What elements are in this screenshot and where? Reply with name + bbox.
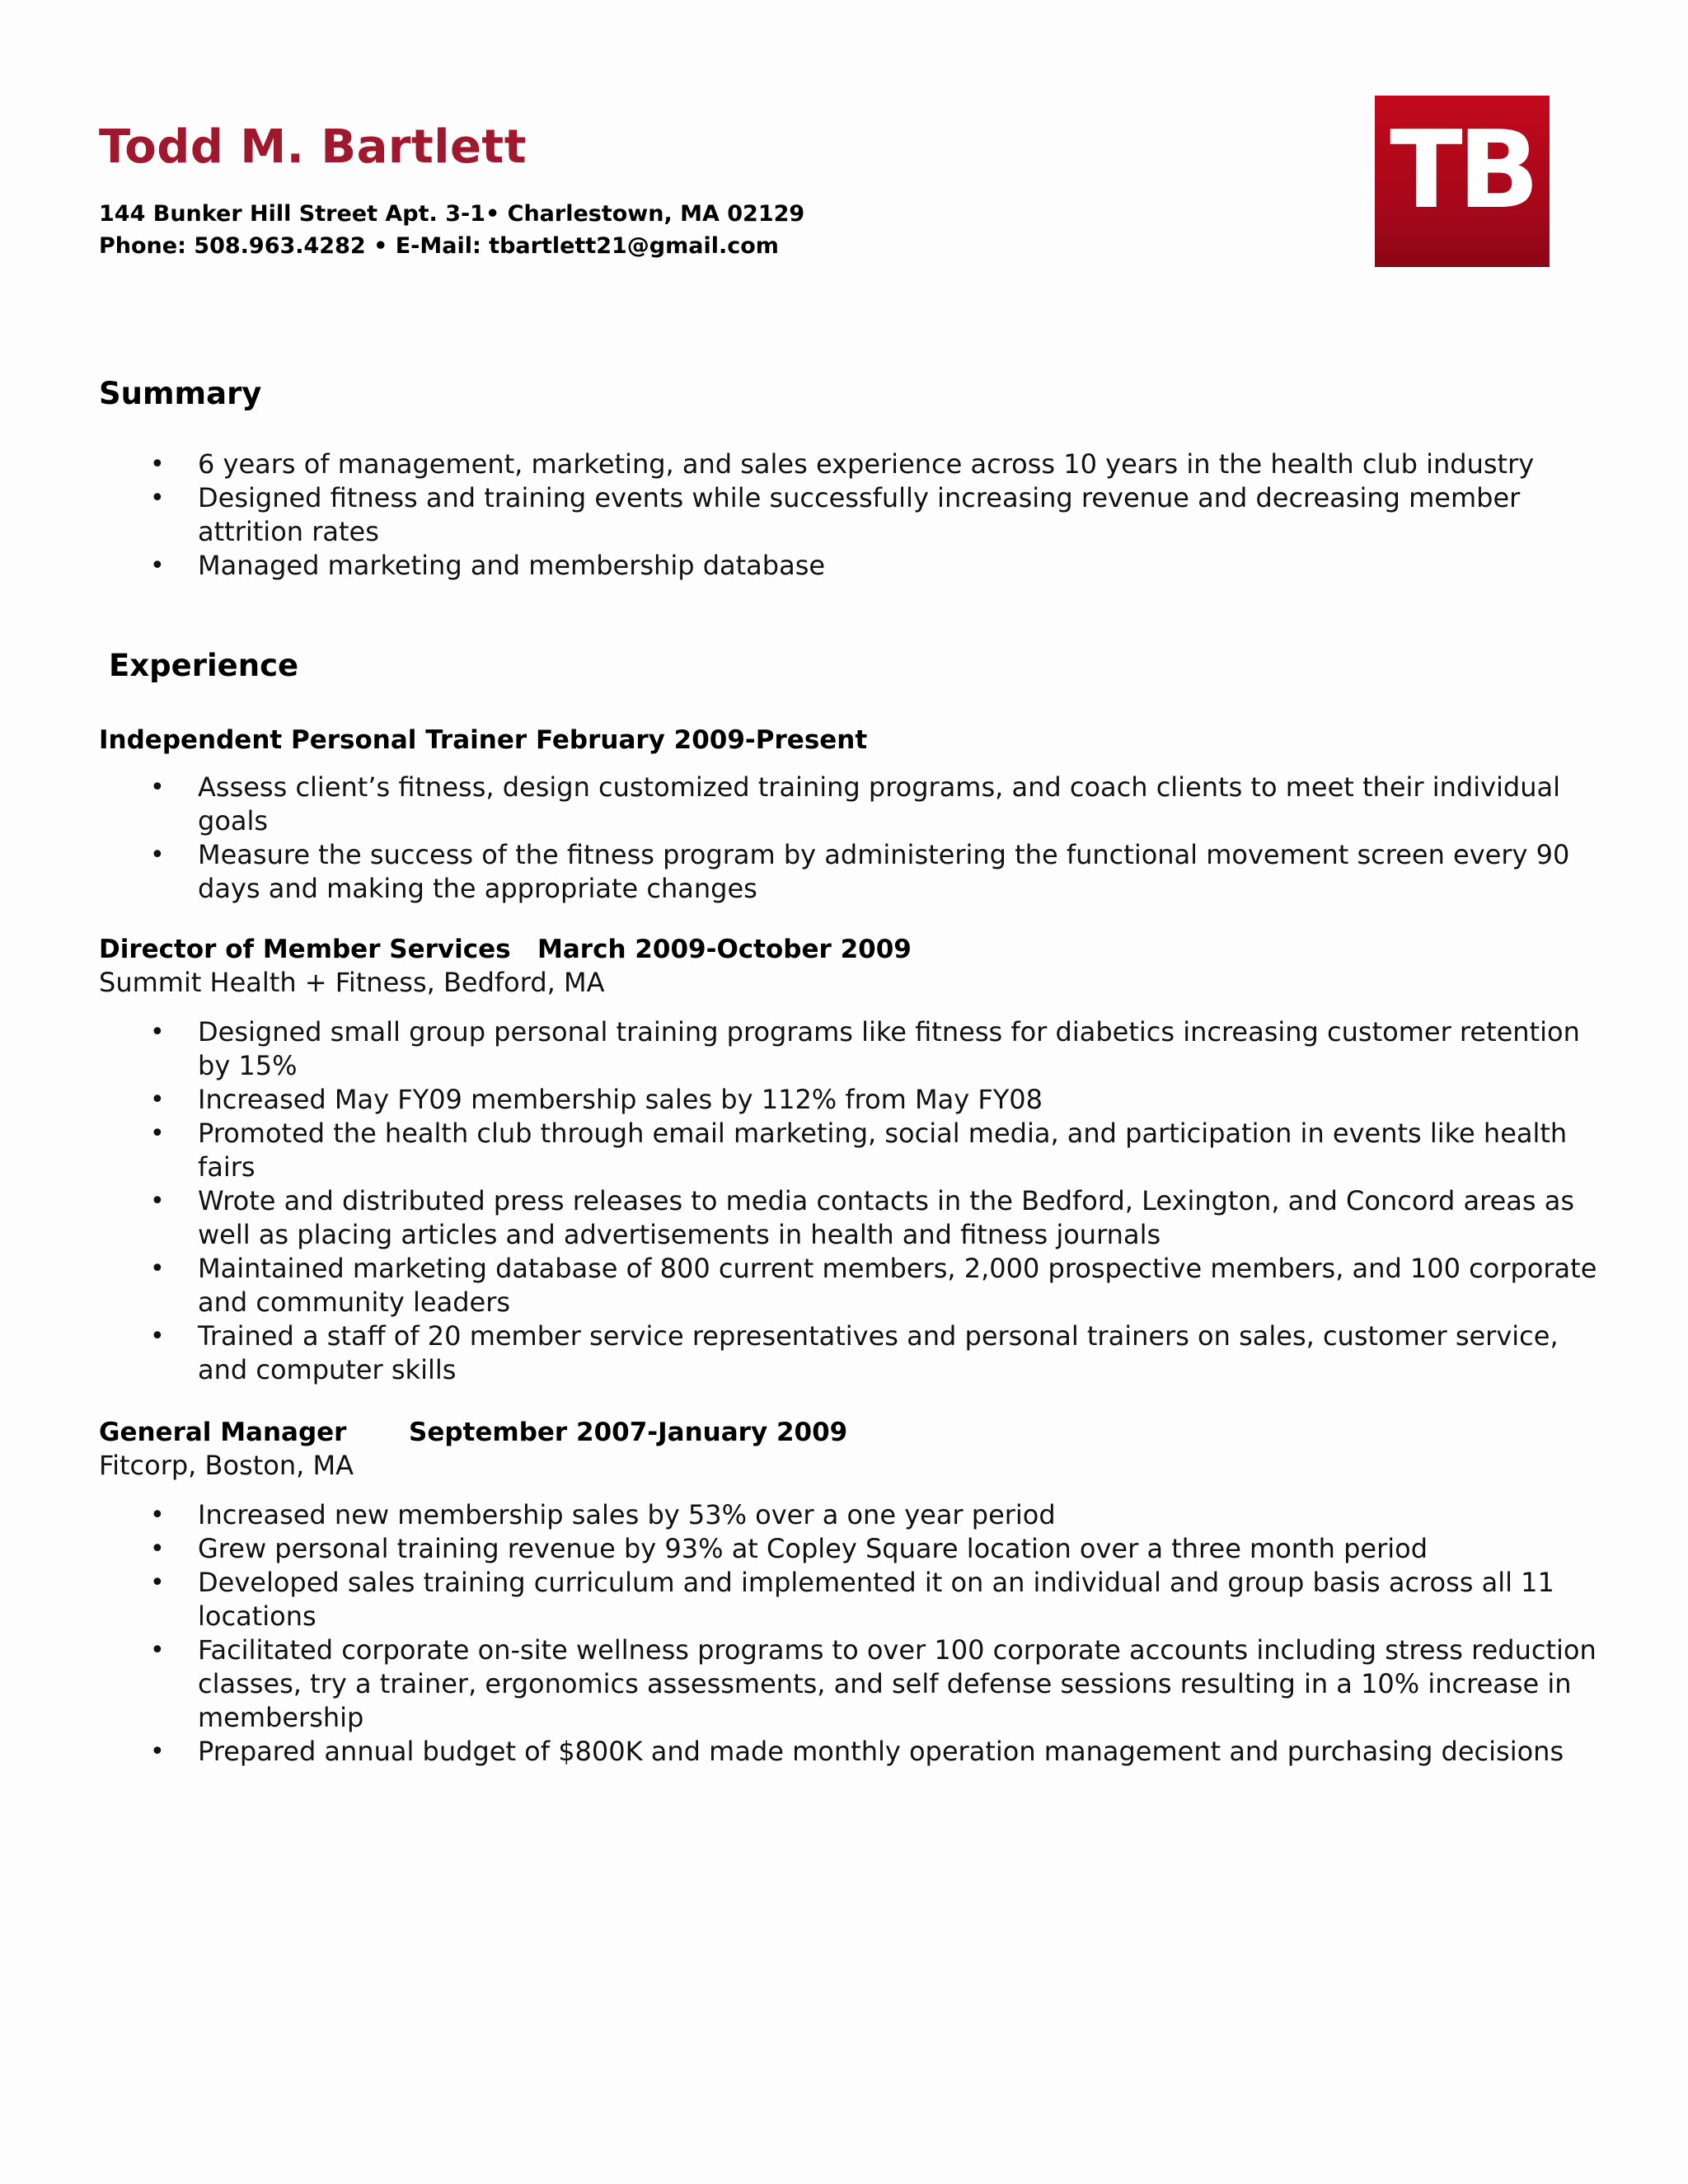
bullet-icon: • [150, 1119, 165, 1148]
list-item: • Managed marketing and membership database [150, 550, 826, 581]
bullet-icon: • [150, 1018, 165, 1047]
bullet-icon: • [150, 1535, 165, 1563]
phone-email-line: Phone: 508.963.4282 • E-Mail: tbartlett21@gmail.com [99, 233, 779, 259]
bullet-icon: • [150, 1085, 165, 1114]
monogram-text: TB [1390, 107, 1535, 232]
bullet-icon: • [150, 1636, 165, 1665]
bullet-icon: • [150, 1322, 165, 1351]
job-dates: September 2007-January 2009 [409, 1418, 848, 1447]
job-bullets [140, 1015, 1607, 1387]
list-item: • Trained a staff of 20 member service representatives and personal trainers on sales, customer service, and computer skills [150, 1320, 1559, 1385]
bullet-icon: • [150, 1187, 165, 1216]
bullet-icon: • [150, 1568, 165, 1597]
monogram-logo [1375, 96, 1550, 267]
list-item: • Designed fitness and training events while successfully increasing revenue and decreasing member attrition rates [150, 482, 1521, 547]
bullet-icon: • [150, 484, 165, 513]
job-company: Summit Health + Fitness, Bedford, MA [99, 967, 605, 998]
job-title: Director of Member Services [99, 935, 511, 964]
summary-list [140, 448, 1607, 583]
job-title: Independent Personal Trainer [99, 725, 528, 755]
list-item: • Wrote and distributed press releases to media contacts in the Bedford, Lexington, and Concord areas as well as placing articles and advertisements in health and fitness journals [150, 1185, 1574, 1250]
list-item: • Prepared annual budget of $800K and made monthly operation management and purchasing decisions [150, 1736, 1564, 1767]
bullet-icon: • [150, 551, 165, 580]
list-item: • Measure the success of the fitness program by administering the functional movement screen every 90 days and making the appropriate changes [150, 839, 1570, 904]
bullet-icon: • [150, 841, 165, 869]
bullet-icon: • [150, 1737, 165, 1766]
list-item: • Assess client’s fitness, design customized training programs, and coach clients to meet their individual goals [150, 771, 1561, 837]
job-bullets [140, 1498, 1607, 1769]
list-item: • Facilitated corporate on-site wellness programs to over 100 corporate accounts including stress reduction classes, try a trainer, ergonomics assessments, and self defense sessions resulting in a 10% increase in membership [150, 1634, 1597, 1733]
list-item: • Developed sales training curriculum and implemented it on an individual and group basis across all 11 locations [150, 1567, 1554, 1632]
job-bullets [140, 771, 1607, 906]
summary-heading: Summary [99, 376, 262, 411]
list-item: • 6 years of management, marketing, and sales experience across 10 years in the health club industry [150, 448, 1535, 480]
candidate-name: Todd M. Bartlett [99, 120, 527, 174]
bullet-icon: • [150, 773, 165, 802]
list-item: • Promoted the health club through email marketing, social media, and participation in events like health fairs [150, 1118, 1568, 1183]
job-title-line [99, 1418, 847, 1447]
job-title: General Manager [99, 1418, 347, 1447]
experience-heading: Experience [109, 648, 299, 683]
bullet-icon: • [150, 1501, 165, 1530]
list-item: • Grew personal training revenue by 93% at Copley Square location over a three month period [150, 1533, 1428, 1564]
bullet-icon: • [150, 1254, 165, 1283]
job-title-line [99, 725, 867, 755]
job-company: Fitcorp, Boston, MA [99, 1450, 354, 1481]
bullet-icon: • [150, 450, 165, 479]
job-title-line [99, 935, 912, 964]
job-dates: March 2009-October 2009 [537, 935, 912, 964]
contact-info [99, 198, 804, 262]
job-dates: February 2009-Present [535, 725, 868, 755]
list-item: • Increased new membership sales by 53% over a one year period [150, 1499, 1056, 1530]
list-item: • Designed small group personal training programs like fitness for diabetics increasing customer retention by 15% [150, 1016, 1580, 1081]
list-item: • Maintained marketing database of 800 current members, 2,000 prospective members, and 100 corporate and community leaders [150, 1253, 1597, 1318]
address-line: 144 Bunker Hill Street Apt. 3-1• Charlestown, MA 02129 [99, 201, 805, 227]
list-item: • Increased May FY09 membership sales by 112% from May FY08 [150, 1084, 1043, 1115]
